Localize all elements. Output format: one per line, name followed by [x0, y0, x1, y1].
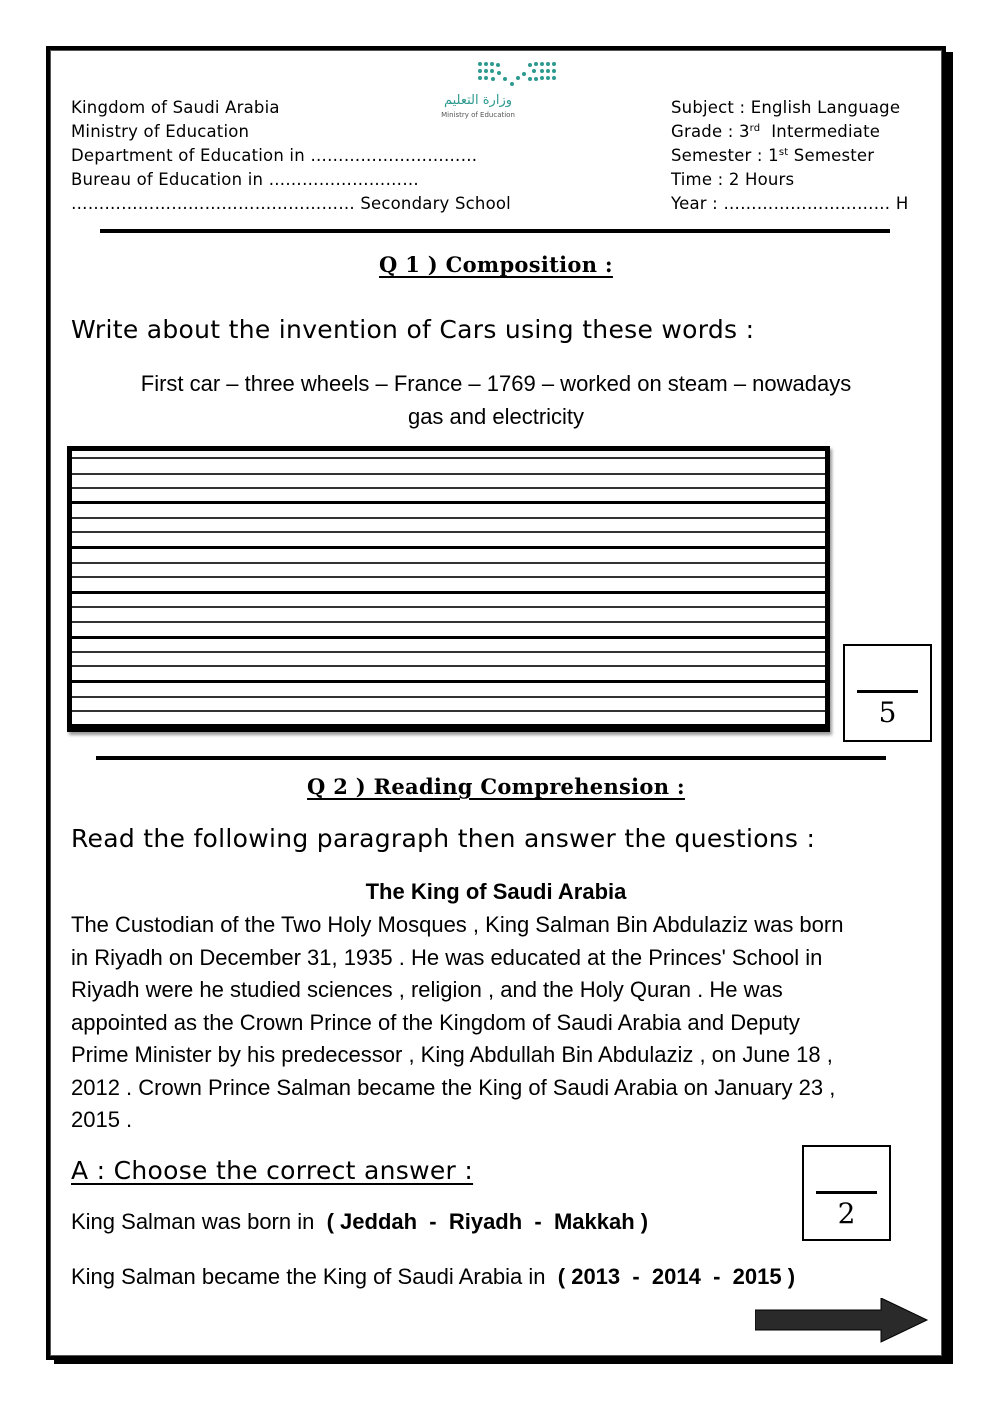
passage-line: appointed as the Crown Prince of the Kingdom of Saudi Arabia and Deputy [71, 1009, 800, 1035]
q1-score-value: 5 [878, 696, 897, 729]
mcq-question-2 [71, 1261, 795, 1294]
header-bureau: Bureau of Education in ……………………… [71, 170, 419, 189]
header-right [671, 96, 908, 216]
header-ministry: Ministry of Education [71, 122, 250, 141]
ministry-logo [436, 60, 560, 126]
mcq-options[interactable]: ( Jeddah - Riyadh - Makkah ) [326, 1209, 649, 1234]
passage-line: 2012 . Crown Prince Salman became the King of Saudi Arabia on January 23 , [71, 1074, 836, 1100]
q2a-score-box [802, 1145, 891, 1241]
header-department: Department of Education in ………………………… [71, 146, 478, 165]
q1-score-box [843, 644, 932, 742]
header-kingdom: Kingdom of Saudi Arabia [71, 98, 280, 117]
mcq-stem: King Salman became the King of Saudi Arabia in [71, 1264, 546, 1289]
mcq-question-1 [71, 1206, 648, 1239]
mcq-stem: King Salman was born in [71, 1209, 315, 1234]
q2a-score-value: 2 [837, 1197, 856, 1230]
reading-passage [71, 909, 843, 1137]
passage-line: 2015 . [71, 1107, 133, 1132]
header-time: Time : 2 Hours [671, 170, 795, 189]
q1-words-line1: First car – three wheels – France – 1769 – worked on steam – nowadays [140, 371, 852, 396]
q1-instruction: Write about the invention of Cars using these words : [71, 315, 755, 344]
composition-answer-area[interactable] [67, 446, 830, 732]
passage-title: The King of Saudi Arabia [365, 879, 627, 904]
score-fraction-bar [816, 1191, 877, 1194]
header-school: …………………………………………… Secondary School [71, 194, 511, 213]
q1-title: Q 1 ) Composition : [379, 252, 613, 277]
passage-line: in Riyadh on December 31, 1935 . He was educated at the Princes' School in [71, 944, 823, 970]
header-subject: Subject : English Language [671, 98, 901, 117]
q2-title: Q 2 ) Reading Comprehension : [307, 774, 685, 799]
passage-line: Riyadh were he studied sciences , religion , and the Holy Quran . He was [71, 977, 783, 1002]
logo-dots-icon [476, 60, 558, 90]
right-arrow-icon [755, 1298, 930, 1346]
header-semester: Semester : 1st Semester [671, 146, 875, 165]
score-fraction-bar [857, 690, 918, 693]
passage-line: The Custodian of the Two Holy Mosques , King Salman Bin Abdulaziz was born [71, 912, 844, 937]
header-divider [100, 229, 890, 233]
q1-divider [96, 756, 886, 760]
header-year: Year : ………………………… H [671, 194, 909, 213]
logo-arabic-text: وزارة التعليم [443, 93, 513, 108]
part-a-title: A : Choose the correct answer : [71, 1156, 474, 1185]
header-grade: Grade : 3rd Intermediate [671, 122, 881, 141]
passage-line: Prime Minister by his predecessor , King Abdullah Bin Abdulaziz , on June 18 , [71, 1042, 833, 1067]
q2-instruction: Read the following paragraph then answer the questions : [71, 824, 816, 853]
mcq-options[interactable]: ( 2013 - 2014 - 2015 ) [557, 1264, 796, 1289]
logo-english-text: Ministry of Education [441, 111, 515, 119]
q1-words-line2: gas and electricity [407, 404, 585, 429]
